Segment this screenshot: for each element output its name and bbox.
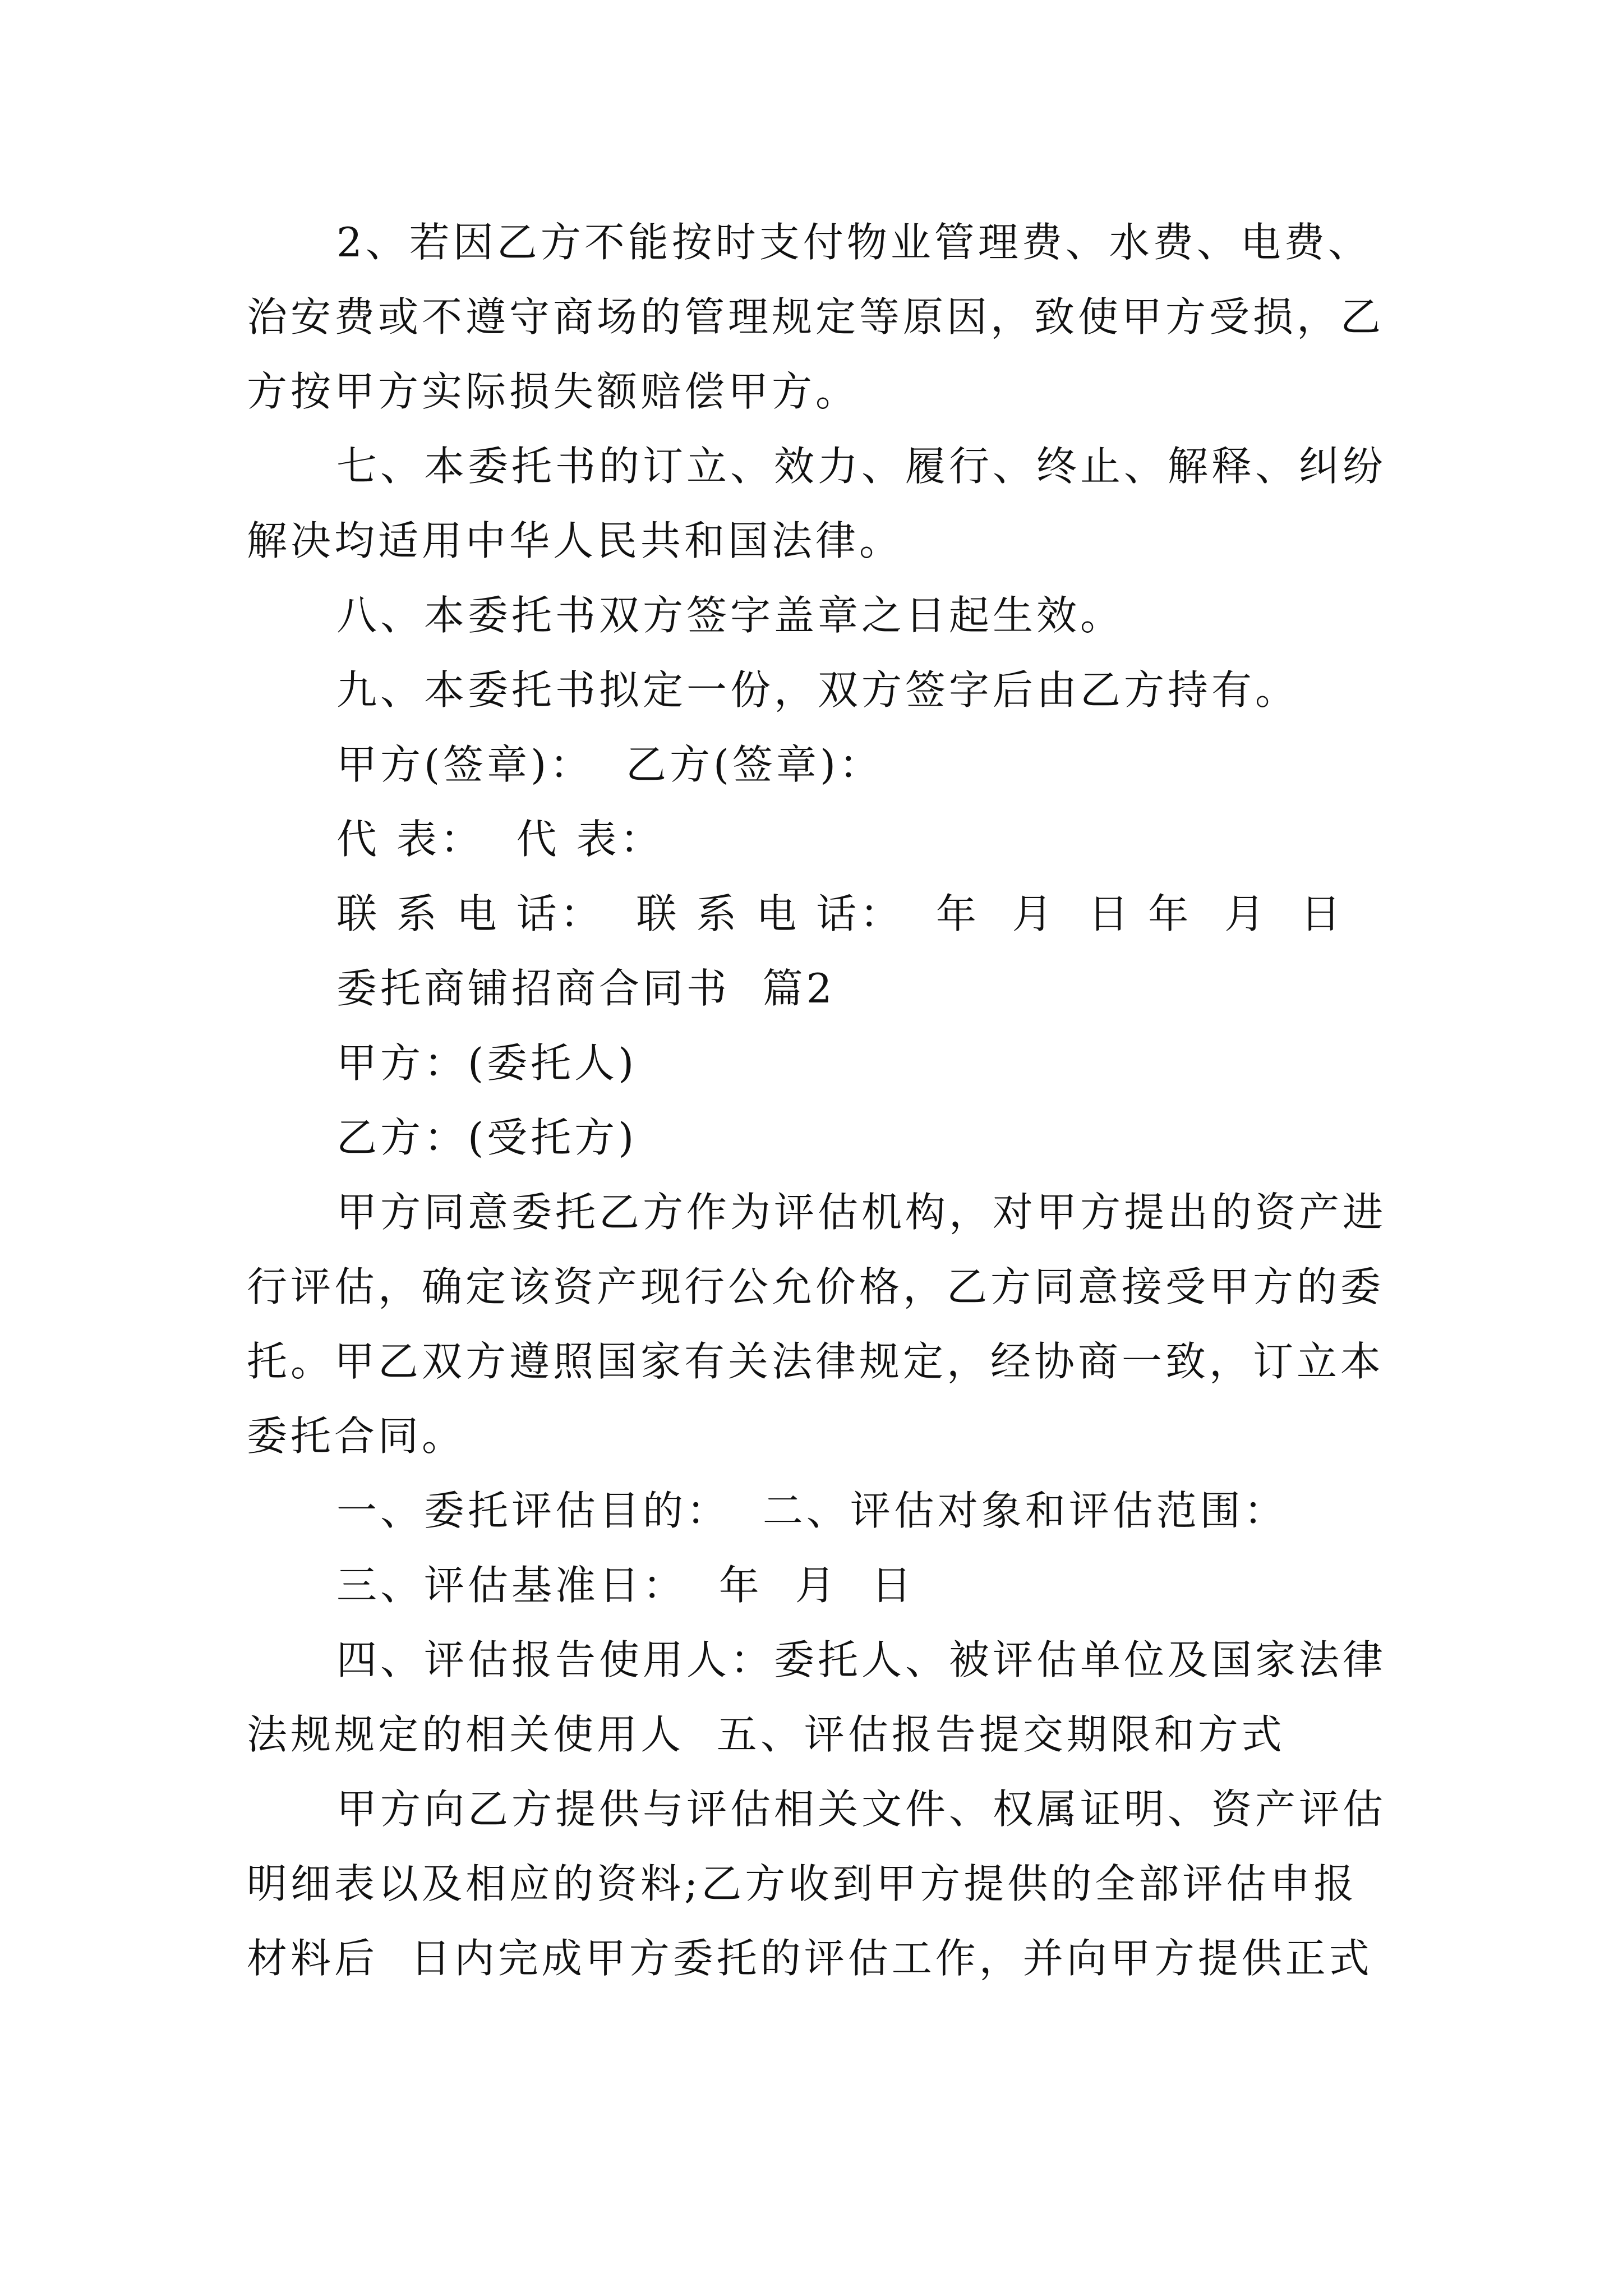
paragraph-line: 九、本委托书拟定一份，双方签字后由乙方持有。 bbox=[336, 666, 1299, 714]
representative-line: 代 表： 代 表： bbox=[336, 816, 664, 863]
paragraph-line: 八、本委托书双方签字盖章之日起生效。 bbox=[336, 592, 1124, 639]
paragraph-line: 三、评估基准日： 年 月 日 bbox=[336, 1562, 915, 1609]
paragraph-line: 行评估，确定该资产现行公允价格，乙方同意接受甲方的委 bbox=[247, 1263, 1385, 1310]
section-heading: 委托商铺招商合同书 篇2 bbox=[336, 965, 836, 1012]
contact-date-line: 联 系 电 话： 联 系 电 话： 年 月 日 年 月 日 bbox=[336, 890, 1344, 937]
party-a-line: 甲方：(委托人) bbox=[336, 1039, 638, 1087]
paragraph-line: 甲方同意委托乙方作为评估机构，对甲方提出的资产进 bbox=[336, 1189, 1387, 1236]
paragraph-line: 七、本委托书的订立、效力、履行、终止、解释、纠纷 bbox=[336, 443, 1387, 490]
party-b-line: 乙方：(受托方) bbox=[336, 1114, 638, 1161]
paragraph-line: 方按甲方实际损失额赔偿甲方。 bbox=[247, 368, 860, 415]
paragraph-line: 明细表以及相应的资料;乙方收到甲方提供的全部评估申报 bbox=[247, 1860, 1358, 1907]
paragraph-line: 法规规定的相关使用人 五、评估报告提交期限和方式 bbox=[247, 1711, 1285, 1758]
paragraph-line: 一、委托评估目的： 二、评估对象和评估范围： bbox=[336, 1487, 1288, 1534]
paragraph-line: 四、评估报告使用人：委托人、被评估单位及国家法律 bbox=[336, 1636, 1387, 1683]
paragraph-line: 甲方向乙方提供与评估相关文件、权属证明、资产评估 bbox=[336, 1786, 1387, 1833]
signature-line: 甲方(签章)： 乙方(签章)： bbox=[336, 741, 883, 788]
paragraph-line: 托。甲乙双方遵照国家有关法律规定，经协商一致，订立本 bbox=[247, 1338, 1385, 1385]
paragraph-line: 治安费或不遵守商场的管理规定等原因，致使甲方受损，乙 bbox=[247, 293, 1385, 341]
paragraph-line: 2、若因乙方不能按时支付物业管理费、水费、电费、 bbox=[336, 219, 1372, 266]
paragraph-line: 委托合同。 bbox=[247, 1412, 466, 1460]
paragraph-line: 解决均适用中华人民共和国法律。 bbox=[247, 517, 903, 564]
paragraph-line: 材料后 日内完成甲方委托的评估工作，并向甲方提供正式 bbox=[247, 1935, 1373, 1982]
